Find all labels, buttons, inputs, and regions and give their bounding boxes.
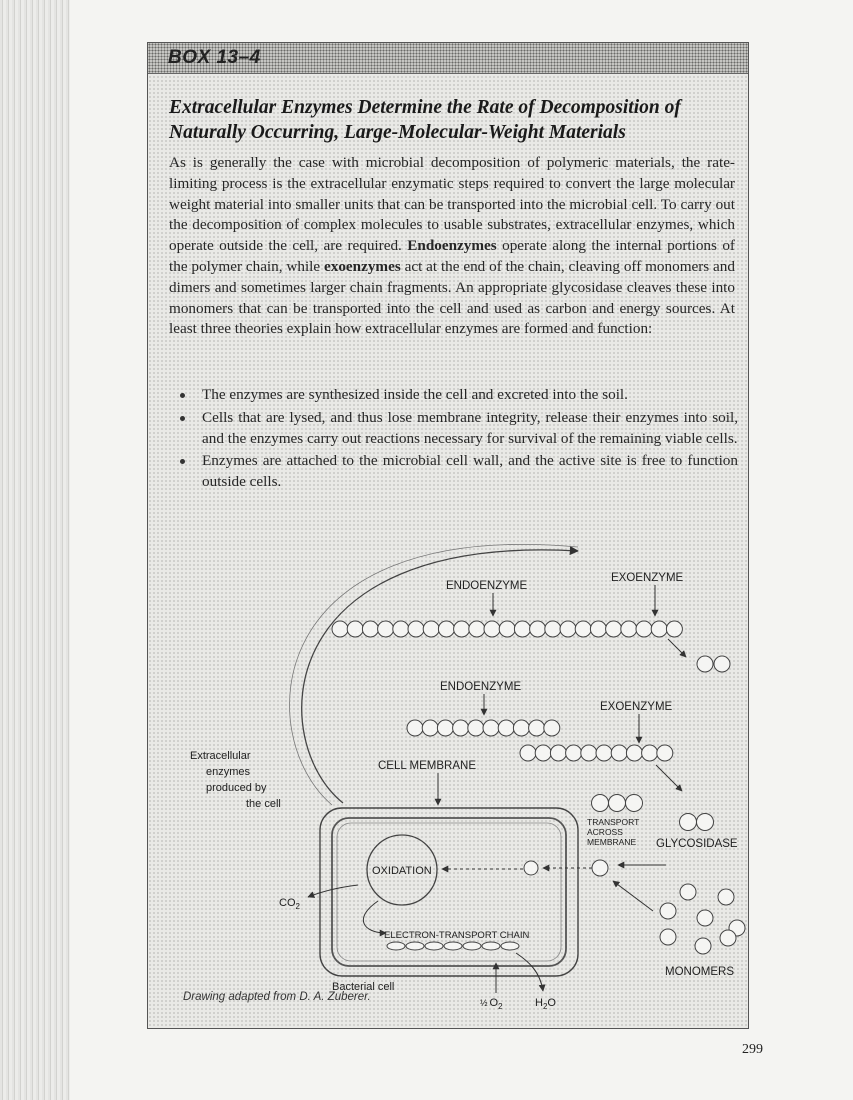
o2-main: O (489, 997, 499, 1009)
monomer-bead (581, 745, 597, 761)
monomer-bead (483, 720, 499, 736)
monomer-bead (484, 621, 500, 637)
label-co2 (279, 897, 301, 911)
monomer-bead (468, 720, 484, 736)
label-oxidation: OXIDATION (372, 865, 432, 877)
to-etc-arrow (363, 901, 386, 933)
monomer-bead (514, 621, 530, 637)
dimer-top (697, 656, 730, 672)
monomer-bead (697, 910, 713, 926)
etc-carrier (482, 942, 500, 950)
label-membrane: MEMBRANE (587, 837, 637, 847)
monomer-bead (611, 745, 627, 761)
label-endoenzyme-top: ENDOENZYME (446, 580, 528, 592)
monomer-bead (520, 745, 536, 761)
etc-carrier (406, 942, 424, 950)
monomer-bead (378, 621, 394, 637)
monomer-bead (651, 621, 667, 637)
monomer-bead (529, 720, 545, 736)
monomer-bead (530, 621, 546, 637)
half-symbol: ½ (480, 998, 488, 1008)
label-transport: TRANSPORT (587, 817, 640, 827)
etc-carrier (501, 942, 519, 950)
book-gutter-edge (0, 0, 70, 1100)
intro-text: operate along the internal portions of the polymer chain, while (169, 237, 735, 275)
monomer-bead (393, 621, 409, 637)
monomer-bead (513, 720, 529, 736)
monomer-bead (544, 720, 560, 736)
monomer-bead (545, 621, 561, 637)
theory-list (178, 385, 738, 495)
etc-carrier (387, 942, 405, 950)
monomer-bead (438, 621, 454, 637)
monomer-bead (590, 621, 606, 637)
monomer-bead (499, 621, 515, 637)
cytoplasm-monomer (524, 861, 538, 875)
monomer-bead (453, 720, 469, 736)
label-extracellular-enzymes: enzymes (206, 766, 251, 778)
label-extracellular: Extracellular (190, 750, 251, 762)
label-etc: ELECTRON-TRANSPORT CHAIN (384, 930, 530, 941)
transported-monomer (592, 860, 608, 876)
monomer-bead (362, 621, 378, 637)
monomer-bead (592, 795, 609, 812)
monomer-bead (332, 621, 348, 637)
monomer-cluster (660, 884, 745, 954)
monomer-bead (560, 621, 576, 637)
monomer-bead (636, 621, 652, 637)
intro-paragraph (169, 153, 735, 340)
term-exoenzymes: exoenzymes (323, 257, 401, 275)
electron-transport-chain (387, 942, 519, 950)
monomer-bead (680, 884, 696, 900)
list-item-text: Cells that are lysed, and thus lose membrane integrity, release their enzymes into soil, and the enzymes carry out reactions necessary for survival of the remaining viable cells. (202, 408, 738, 447)
etc-carrier (444, 942, 462, 950)
monomer-bead (720, 930, 736, 946)
intro-text: act at the end of the chain, cleaving off monomers and dimers and sometimes larger chain fragments. An appropriate glycosidase cleaves these into monomers that can be transported into the cell and used as carbon and energy sources. At least three theories explain how extracellular enzymes are formed and function: (169, 257, 735, 338)
label-h2o (535, 997, 556, 1011)
label-bacterial-cell: Bacterial cell (332, 981, 395, 993)
monomer-bead (550, 745, 566, 761)
fragment-release-arrow (656, 765, 682, 791)
monomer-bead (666, 621, 682, 637)
label-endoenzyme-mid: ENDOENZYME (440, 681, 522, 693)
box-title: Extracellular Enzymes Determine the Rate of Decomposition of Naturally Occurring, Large-Molecular-Weight Materials (169, 97, 681, 143)
monomer-bead (609, 795, 626, 812)
bullet-icon (180, 459, 185, 464)
label-exoenzyme-top: EXOENZYME (611, 572, 684, 584)
label-cell-membrane: CELL MEMBRANE (378, 760, 476, 772)
monomer-bead (606, 621, 622, 637)
h2o-o: O (547, 997, 556, 1009)
intro-text: As is generally the case with microbial decomposition of polymeric materials, the rate-limiting process is the extracellular enzymatic steps required to convert the large molecular weight material into smaller units that can be transported into the microbial cell. To carry out the decomposition of complex molecules to usable substrates, extracellular enzymes, which operate outside the cell, are required. (169, 154, 735, 255)
co2-arrow (308, 885, 358, 897)
monomer-bead (566, 745, 582, 761)
list-item (178, 408, 738, 450)
label-exoenzyme-mid: EXOENZYME (600, 701, 673, 713)
h2o-arrow (516, 953, 543, 991)
list-item (178, 451, 738, 493)
monomer-uptake-arrow (613, 881, 653, 911)
etc-carrier (463, 942, 481, 950)
monomer-bead (437, 720, 453, 736)
monomer-bead (657, 745, 673, 761)
monomer-bead (714, 656, 730, 672)
monomer-bead (697, 814, 714, 831)
monomer-bead (718, 889, 734, 905)
monomer-bead (422, 720, 438, 736)
monomer-bead (626, 795, 643, 812)
monomer-bead (454, 621, 470, 637)
monomer-bead (469, 621, 485, 637)
monomer-bead (697, 656, 713, 672)
bullet-icon (180, 393, 185, 398)
figure-caption: Drawing adapted from D. A. Zuberer. (183, 991, 371, 1003)
list-item-text: Enzymes are attached to the microbial cell wall, and the active site is free to function outside cells. (202, 452, 738, 491)
polymer-fragment-left (407, 720, 560, 736)
label-extracellular-produced: produced by (206, 782, 267, 794)
list-item (178, 385, 738, 406)
label-across: ACROSS (587, 827, 623, 837)
monomer-bead (642, 745, 658, 761)
monomer-bead (407, 720, 423, 736)
textbook-box (147, 42, 749, 1029)
monomer-bead (408, 621, 424, 637)
monomer-bead (535, 745, 551, 761)
label-monomers: MONOMERS (665, 966, 734, 978)
monomer-bead (498, 720, 514, 736)
polymer-fragment-right (520, 745, 673, 761)
monomer-bead (695, 938, 711, 954)
label-glycosidase: GLYCOSIDASE (656, 838, 738, 850)
polymer-chain-top (332, 621, 682, 637)
cell-wall (320, 808, 578, 976)
monomer-bead (660, 903, 676, 919)
monomer-bead (621, 621, 637, 637)
monomer-bead (347, 621, 363, 637)
list-item-text: The enzymes are synthesized inside the cell and excreted into the soil. (202, 386, 628, 403)
etc-carrier (425, 942, 443, 950)
label-extracellular-cell: the cell (246, 798, 281, 810)
monomer-bead (626, 745, 642, 761)
monomer-bead (575, 621, 591, 637)
trimer (592, 795, 643, 812)
monomer-bead (423, 621, 439, 637)
o2-subscript: 2 (498, 1002, 503, 1011)
dimer-release-arrow (668, 639, 686, 657)
box-label: BOX 13–4 (168, 47, 261, 68)
h2o-h: H (535, 997, 543, 1009)
monomer-bead (660, 929, 676, 945)
h2o-subscript: 2 (542, 1002, 548, 1011)
monomer-bead (680, 814, 697, 831)
co2-subscript: 2 (295, 902, 300, 911)
dimer-mid (680, 814, 714, 831)
bullet-icon (180, 416, 185, 421)
monomer-bead (596, 745, 612, 761)
label-half-o2 (480, 997, 503, 1011)
co2-main: CO (279, 897, 296, 909)
term-endoenzymes: Endoenzymes (407, 237, 497, 255)
page-number: 299 (742, 1042, 763, 1057)
box-label-bar (148, 43, 748, 74)
